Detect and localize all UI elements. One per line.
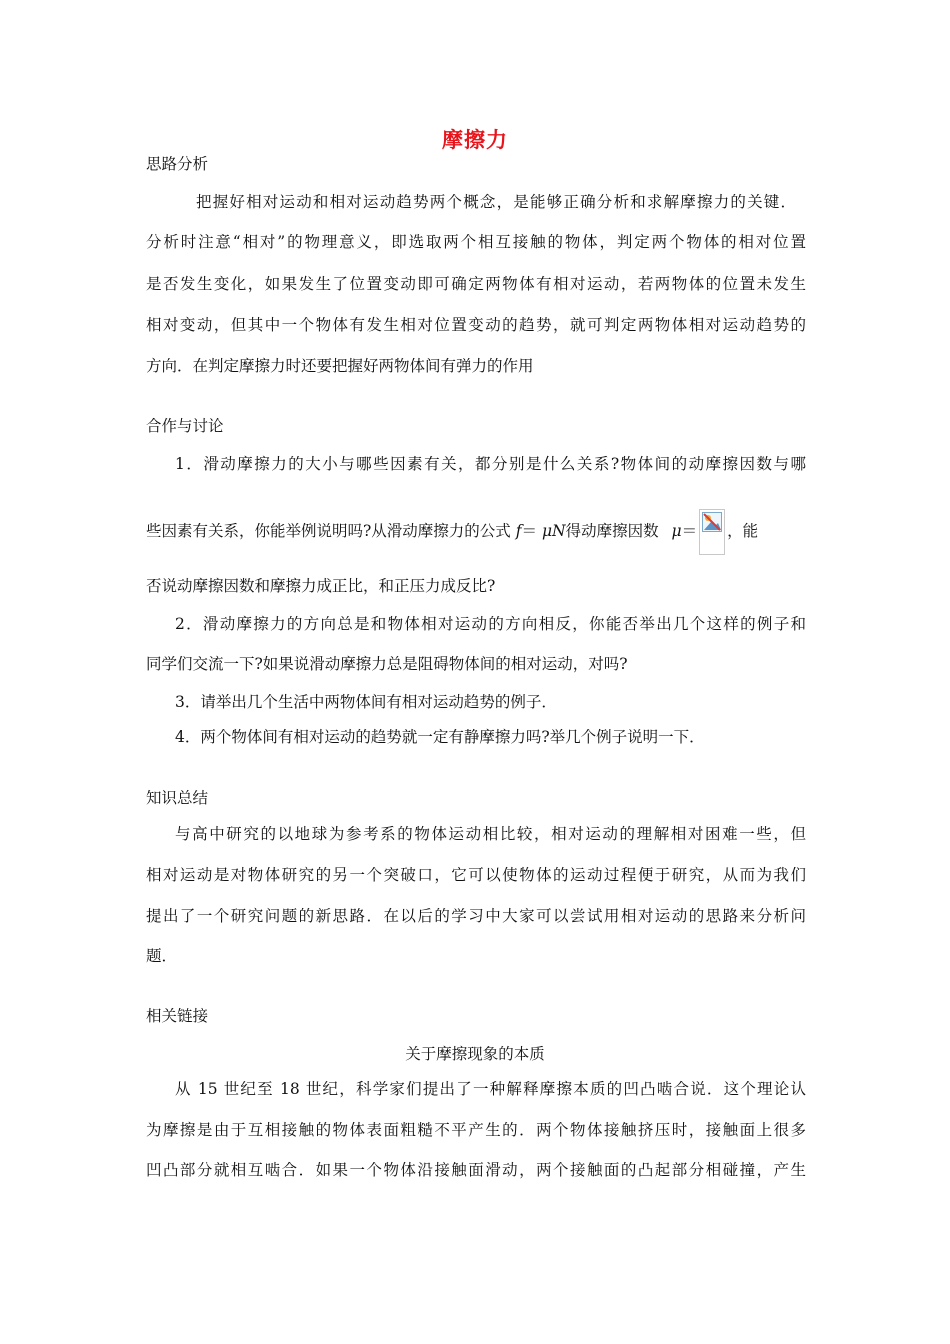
text-run: 得动摩擦因数 [565, 522, 664, 540]
section-heading-summary: 知识总结 [146, 789, 209, 807]
question-1-line: 1．滑动摩擦力的大小与哪些因素有关，都分别是什么关系?物体间的动摩擦因数与哪 [175, 455, 806, 473]
formula-mu-n: μN [541, 522, 566, 540]
paragraph-line: 为摩擦是由于互相接触的物体表面粗糙不平产生的．两个物体接触挤压时，接触面上很多 [146, 1121, 806, 1139]
page-title: 摩擦力 [442, 127, 508, 152]
paragraph-line: 从 15 世纪至 18 世纪，科学家们提出了一种解释摩擦本质的凹凸啮合说．这个理论认 [175, 1080, 806, 1098]
paragraph-line: 相对运动是对物体研究的另一个突破口，它可以使物体的运动过程便于研究，从而为我们 [146, 866, 806, 884]
paragraph-line: 是否发生变化，如果发生了位置变动即可确定两物体有相对运动，若两物体的位置未发生 [146, 275, 806, 293]
paragraph-line: 凹凸部分就相互啮合．如果一个物体沿接触面滑动，两个接触面的凸起部分相碰撞，产生 [146, 1161, 806, 1179]
section-heading-links: 相关链接 [146, 1007, 209, 1025]
broken-image-icon [699, 509, 725, 555]
text-run: 些因素有关系，你能举例说明吗?从滑动摩擦力的公式 [146, 522, 516, 540]
question-2-line: 2．滑动摩擦力的方向总是和物体相对运动的方向相反，你能否举出几个这样的例子和 [175, 615, 806, 633]
paragraph-line: 与高中研究的以地球为参考系的物体运动相比较，相对运动的理解相对困难一些，但 [175, 825, 806, 843]
section-heading-analysis: 思路分析 [146, 155, 209, 173]
formula-mu: μ [671, 522, 682, 540]
text-run: ＝ [521, 522, 542, 540]
question-1-line: 否说动摩擦因数和摩擦力成正比，和正压力成反比? [146, 577, 496, 595]
question-3: 3．请举出几个生活中两物体间有相对运动趋势的例子． [175, 693, 557, 711]
article-subtitle: 关于摩擦现象的本质 [405, 1045, 545, 1063]
question-2-line: 同学们交流一下?如果说滑动摩擦力总是阻碍物体间的相对运动，对吗? [146, 655, 628, 673]
paragraph-line: 把握好相对运动和相对运动趋势两个概念，是能够正确分析和求解摩擦力的关键． [196, 193, 796, 211]
question-4: 4．两个物体间有相对运动的趋势就一定有静摩擦力吗?举几个例子说明一下． [175, 728, 705, 746]
paragraph-line: 提出了一个研究问题的新思路．在以后的学习中大家可以尝试用相对运动的思路来分析问 [146, 907, 806, 925]
paragraph-line: 方向．在判定摩擦力时还要把握好两物体间有弹力的作用 [146, 357, 534, 375]
paragraph-line: 相对变动，但其中一个物体有发生相对位置变动的趋势，就可判定两物体相对运动趋势的 [146, 316, 806, 334]
paragraph-line: 分析时注意“相对”的物理意义，即选取两个相互接触的物体，判定两个物体的相对位置 [146, 233, 806, 251]
text-run: ，能 [727, 522, 759, 540]
section-heading-discussion: 合作与讨论 [146, 417, 224, 435]
formula-f: f [515, 522, 522, 540]
paragraph-line: 题． [146, 947, 178, 965]
formula-equals: ＝ [681, 522, 698, 540]
question-1-formula-line [146, 508, 806, 554]
